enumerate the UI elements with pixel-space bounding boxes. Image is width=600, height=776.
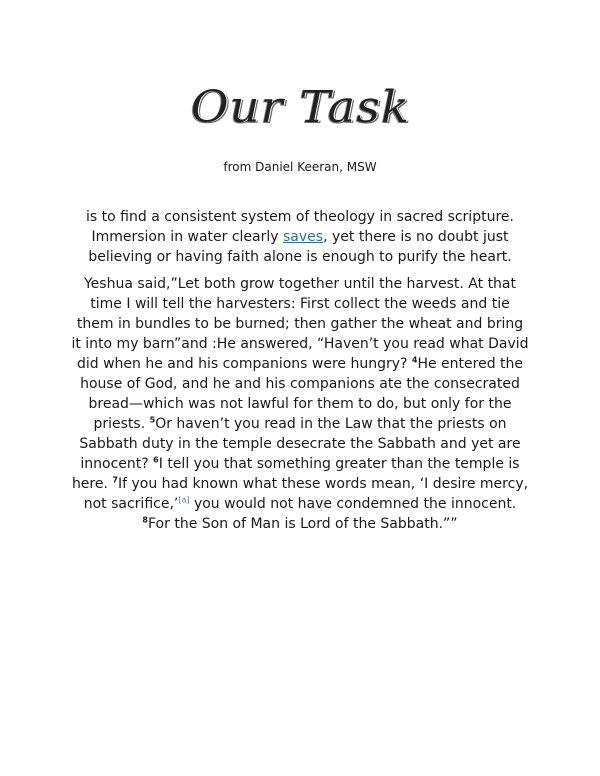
quote-text-3: He entered the house of God, and he and his companions ate the consecrated bread—which was not lawful for them to do, but only for the priests. (80, 356, 524, 432)
verse-number-5: 5 (149, 415, 156, 425)
quote-text-6: If you had known what these words mean, ‘I desire mercy, not sacrifice,’ (83, 476, 529, 512)
quote-text-1: Yeshua said,”Let both grow together until the harvest. At that time I will tell the harvesters: First collect the weeds and tie them in bundles to be burned; then gather the wheat and bring it into my barn”and : (71, 276, 524, 352)
intro-paragraph (70, 207, 530, 267)
footnote-a-link[interactable]: [a] (178, 495, 190, 505)
intro-text-end: , yet there is no doubt just believing or having faith alone is enough to purify the heart. (88, 229, 512, 265)
quote-text-4: Or haven’t you read in the Law that the priests on Sabbath duty in the temple desecrate the Sabbath and yet are innocent? (79, 416, 521, 472)
intro-text-start: is to find a consistent system of theology in sacred scripture. Immersion in water clearly (86, 209, 514, 245)
quote-text-7: you would not have condemned the innocent. (189, 496, 517, 512)
quote-paragraph (70, 274, 530, 534)
verse-number-8: 8 (142, 515, 148, 525)
quote-text-2: He answered, “Haven’t you read what David did when he and his companions were hungry? (76, 336, 529, 372)
verse-number-4: 4 (411, 355, 418, 365)
verse-number-7: 7 (112, 475, 118, 485)
byline: from Daniel Keeran, MSW (223, 160, 377, 174)
quote-text-5: I tell you that something greater than the temple is here. (71, 456, 520, 492)
title-block (0, 82, 600, 133)
verse-number-6: 6 (153, 455, 159, 465)
saves-link[interactable]: saves (283, 229, 324, 245)
page-title: Our Task (190, 82, 410, 133)
quote-text-8: For the Son of Man is Lord of the Sabbath.”” (148, 516, 458, 532)
